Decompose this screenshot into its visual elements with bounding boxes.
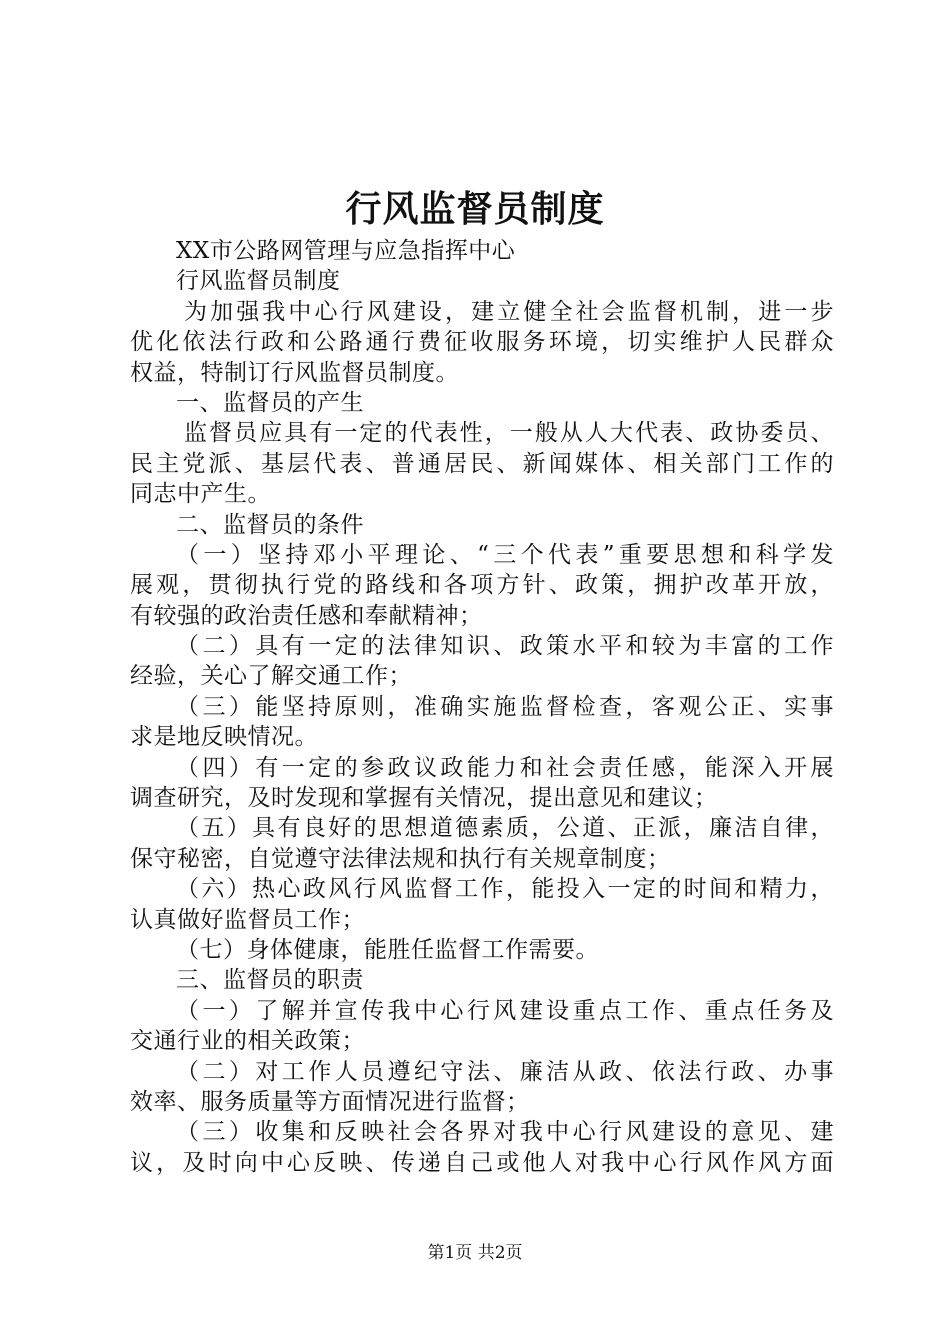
paragraph-line: 权益，特制订行风监督员制度。 <box>130 359 459 386</box>
list-item-line: （三）收集和反映社会各界对我中心行风建设的意见、建 <box>176 1119 834 1146</box>
list-item-line: 效率、服务质量等方面情况进行监督； <box>130 1088 530 1115</box>
paragraph-line: 优化依法行政和公路通行费征收服务环境，切实维护人民群众 <box>130 329 834 356</box>
page-title: 行风监督员制度 <box>345 188 605 230</box>
list-item-line: 展观，贯彻执行党的路线和各项方针、政策，拥护改革开放， <box>130 572 834 599</box>
list-item-line: （三）能坚持原则，准确实施监督检查，客观公正、实事 <box>176 693 834 720</box>
list-item-line: 有较强的政治责任感和奉献精神； <box>130 602 483 629</box>
org-line: XX市公路网管理与应急指挥中心 <box>176 238 516 264</box>
document-body <box>130 236 834 1178</box>
list-item-line: （五）具有良好的思想道德素质，公道、正派，廉洁自律， <box>176 815 834 842</box>
list-item-line: （二）具有一定的法律知识、政策水平和较为丰富的工作 <box>176 633 834 660</box>
paragraph-line: 为加强我中心行风建设，建立健全社会监督机制，进一步 <box>184 298 834 325</box>
list-item-line: 调查研究，及时发现和掌握有关情况，提出意见和建议； <box>130 785 718 812</box>
list-item-line: （二）对工作人员遵纪守法、廉洁从政、依法行政、办事 <box>176 1058 834 1085</box>
list-item-line: （一）了解并宣传我中心行风建设重点工作、重点任务及 <box>176 997 834 1024</box>
list-item-line: 经验，关心了解交通工作； <box>130 663 412 690</box>
list-item-line: 求是地反映情况。 <box>130 724 318 751</box>
list-item-line: 认真做好监督员工作； <box>130 906 365 933</box>
subtitle-line: 行风监督员制度 <box>176 268 341 295</box>
list-item-line: 保守秘密，自觉遵守法律法规和执行有关规章制度； <box>130 845 671 872</box>
paragraph-line: 同志中产生。 <box>130 481 271 508</box>
page-footer: 第1页 共2页 <box>427 1243 523 1263</box>
list-item-line: （四）有一定的参政议政能力和社会责任感，能深入开展 <box>176 754 834 781</box>
section-heading: 三、监督员的职责 <box>176 967 364 994</box>
section-heading: 一、监督员的产生 <box>176 389 364 416</box>
paragraph-line: 监督员应具有一定的代表性，一般从人大代表、政协委员、 <box>184 420 834 447</box>
list-item-line: 交通行业的相关政策； <box>130 1028 365 1055</box>
section-heading: 二、监督员的条件 <box>176 511 364 538</box>
list-item-line: 议，及时向中心反映、传递自己或他人对我中心行风作风方面 <box>130 1149 834 1176</box>
list-item-line: （一）坚持邓小平理论、“三个代表”重要思想和科学发 <box>176 541 834 568</box>
list-item-line: （六）热心政风行风监督工作，能投入一定的时间和精力， <box>176 876 834 903</box>
paragraph-line: 民主党派、基层代表、普通居民、新闻媒体、相关部门工作的 <box>130 450 834 477</box>
list-item-line: （七）身体健康，能胜任监督工作需要。 <box>176 936 599 963</box>
